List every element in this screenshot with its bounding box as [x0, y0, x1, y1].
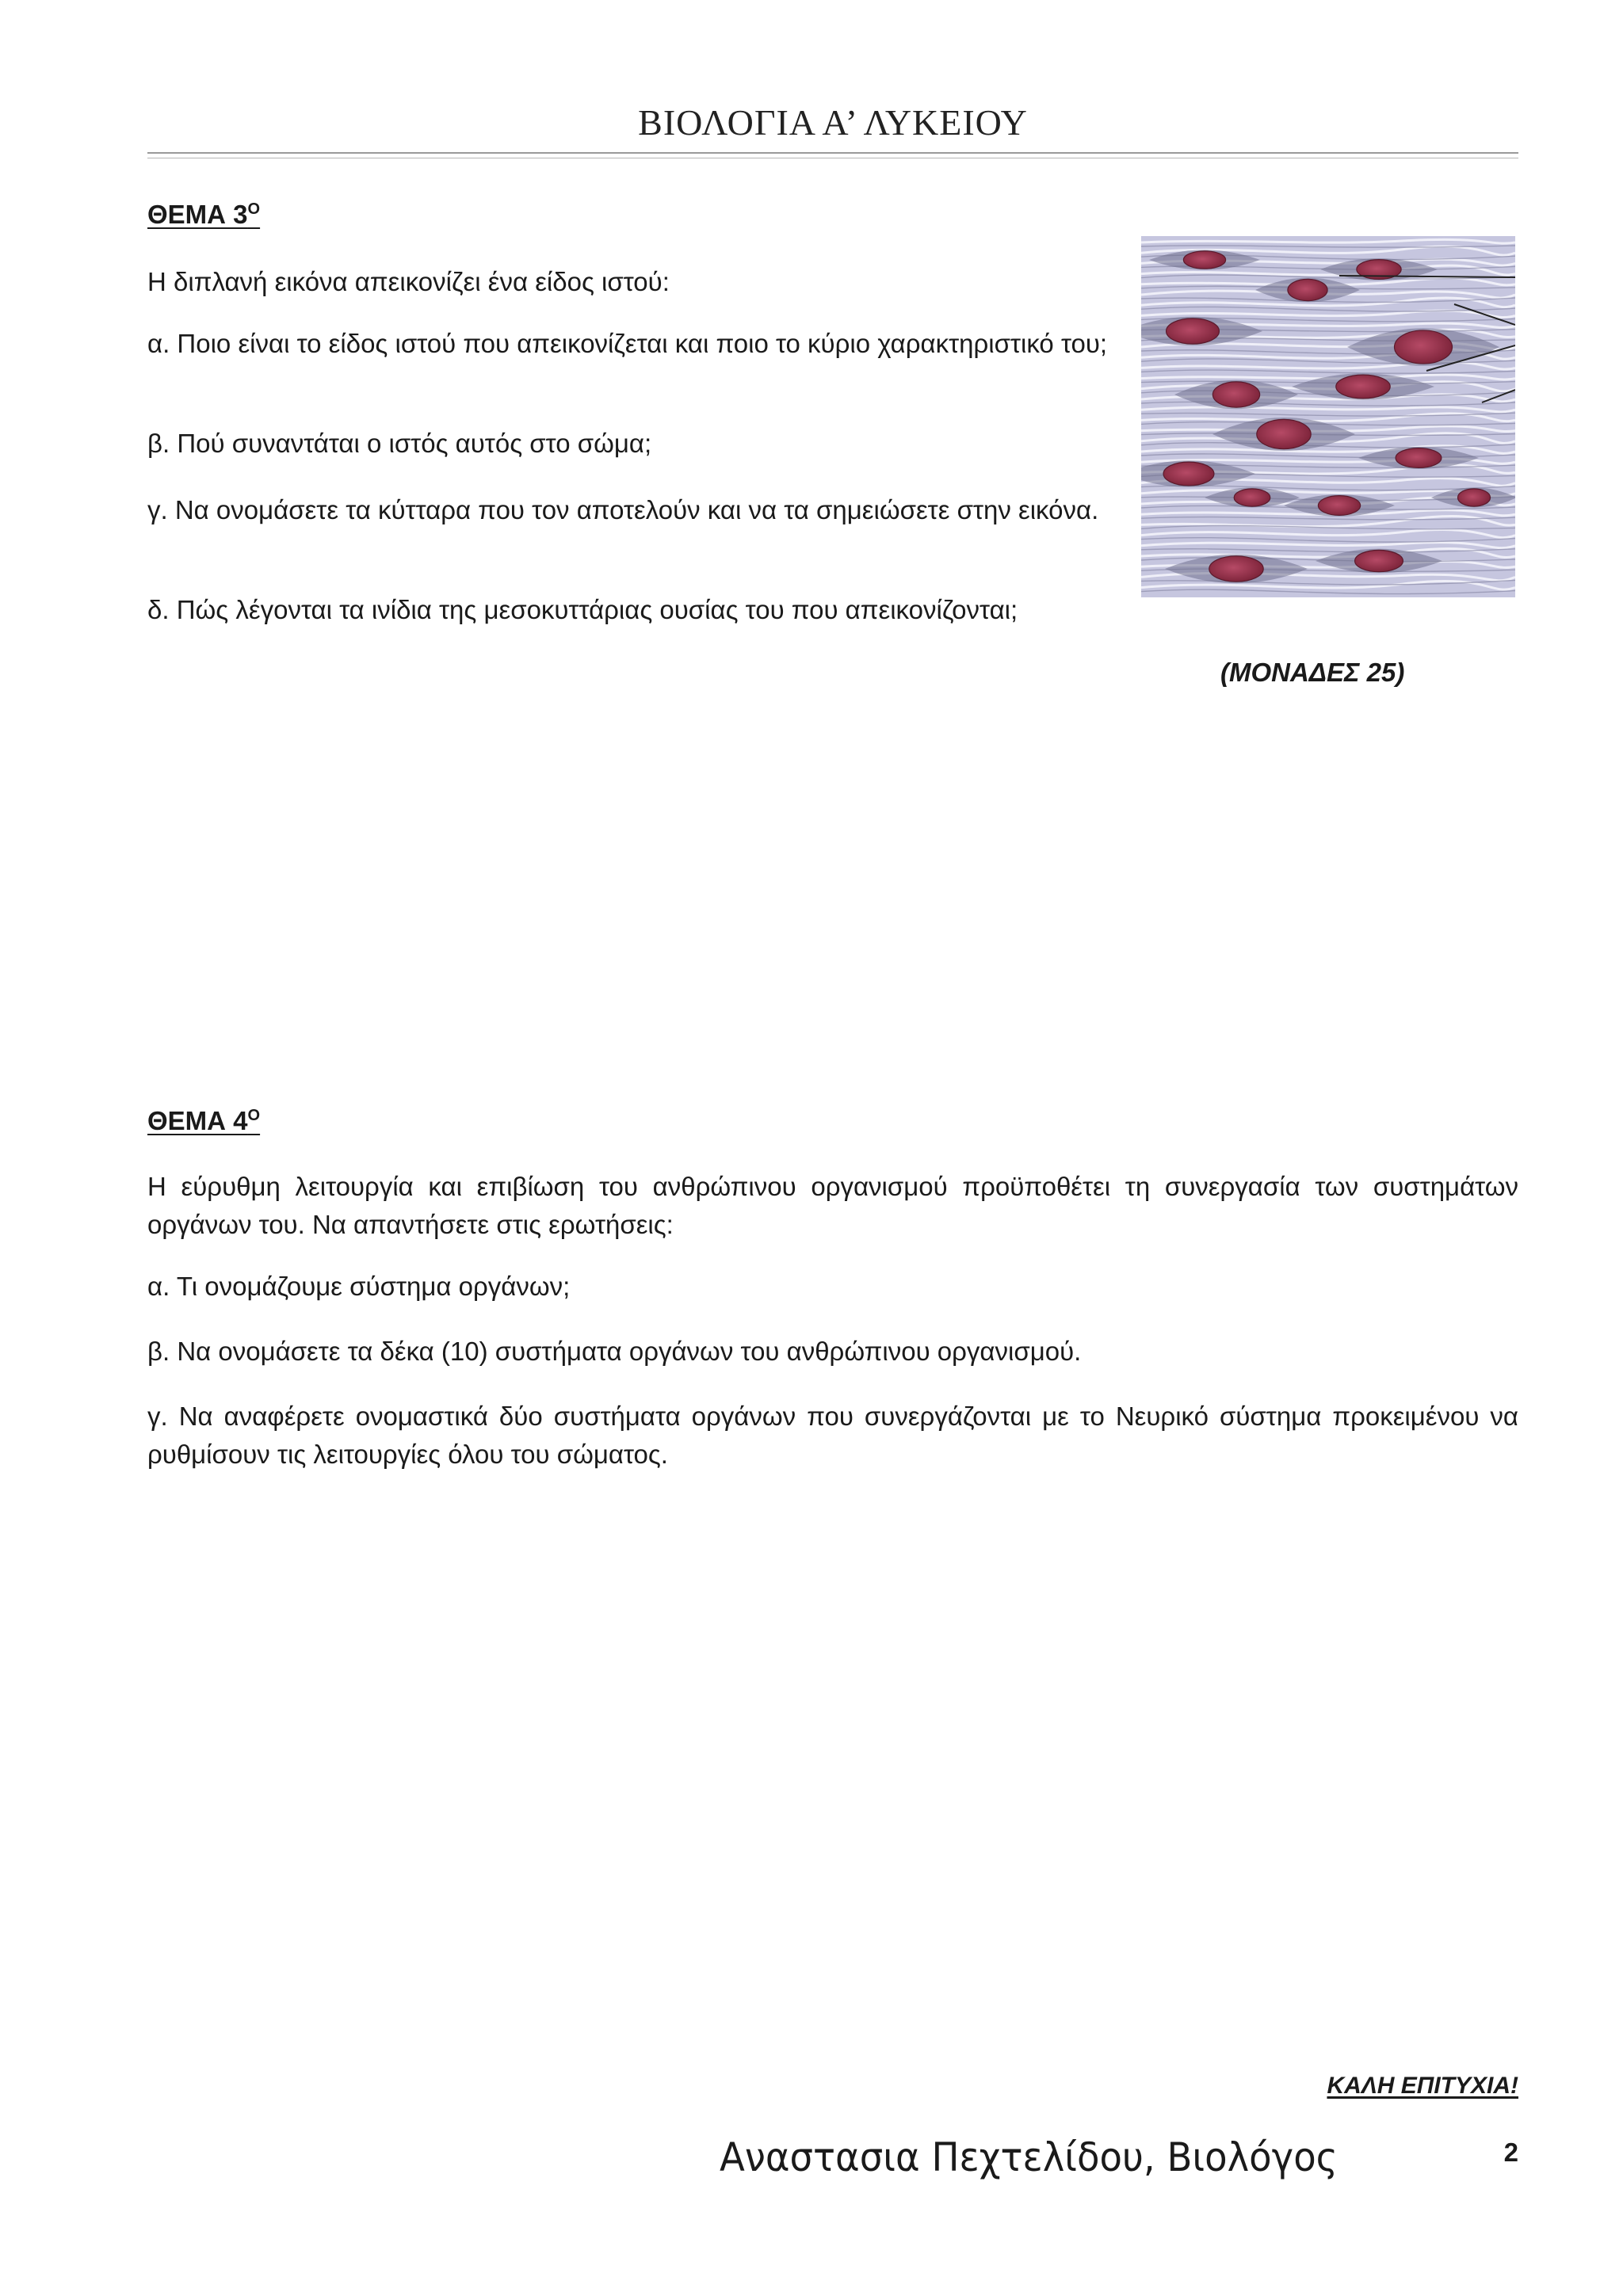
- section-4-title: [147, 1106, 260, 1136]
- section-3-intro: Η διπλανή εικόνα απεικονίζει ένα είδος ιστού:: [147, 267, 670, 296]
- cell-nucleus: [1336, 375, 1390, 399]
- section-4-question-a: α. Τι ονομάζουμε σύστημα οργάνων;: [147, 1272, 571, 1301]
- section-3-question-d: δ. Πώς λέγονται τα ινίδια της μεσοκυττάριας ουσίας του που απεικονίζονται;: [147, 595, 1018, 624]
- page-header-title: ΒΙΟΛΟΓΙΑ Α’ ΛΥΚΕΙΟΥ: [638, 102, 1028, 143]
- section-4-question-c: γ. Να αναφέρετε ονομαστικά δύο συστήματα οργάνων που συνεργάζονται με το Νευρικό σύστημα προκειμένου να ρυθμίσουν τις λειτουργίες όλου του σώματος.: [147, 1402, 1518, 1469]
- section-4-title-sup: Ο: [247, 1107, 261, 1124]
- cell-nucleus: [1395, 330, 1453, 364]
- header-divider: [147, 152, 1518, 154]
- cell-nucleus: [1355, 550, 1403, 571]
- cell-nucleus: [1318, 496, 1360, 516]
- section-4-title-text: ΘΕΜΑ 4: [147, 1106, 248, 1135]
- cell-nucleus: [1163, 462, 1214, 486]
- section-3-title: [147, 200, 260, 230]
- author-signature-text: Αναστασια Πεχτελίδου, Βιολόγος: [720, 2134, 1338, 2180]
- section-3-title-text: ΘΕΜΑ 3: [147, 200, 248, 229]
- closing-wish: ΚΑΛΗ ΕΠΙΤΥΧΙΑ!: [1327, 2073, 1518, 2099]
- cell-nucleus: [1234, 489, 1270, 506]
- page-number: 2: [1503, 2138, 1518, 2167]
- cell-nucleus: [1209, 556, 1263, 582]
- section-4-intro: Η εύρυθμη λειτουργία και επιβίωση του ανθρώπινου οργανισμού προϋποθέτει τη συνεργασία των συστημάτων οργάνων του. Να απαντήσετε στις ερωτήσεις:: [147, 1172, 1518, 1239]
- cell-nucleus: [1257, 419, 1311, 448]
- section-3-question-c: γ. Να ονομάσετε τα κύτταρα που τον αποτελούν και να τα σημειώσετε στην εικόνα.: [147, 495, 1099, 524]
- author-signature: [720, 2125, 1369, 2188]
- connective-tissue-illustration: [1141, 236, 1515, 597]
- cell-nucleus: [1457, 489, 1490, 506]
- section-3-title-sup: Ο: [247, 200, 261, 218]
- section-3-question-b: β. Πού συναντάται ο ιστός αυτός στο σώμα;: [147, 429, 652, 458]
- cell-nucleus: [1167, 318, 1220, 344]
- cell-nucleus: [1183, 251, 1225, 269]
- section-4-question-b: β. Να ονομάσετε τα δέκα (10) συστήματα οργάνων του ανθρώπινου οργανισμού.: [147, 1337, 1082, 1366]
- cell-nucleus: [1396, 448, 1442, 468]
- section-3-question-a: α. Ποιο είναι το είδος ιστού που απεικονίζεται και ποιο το κύριο χαρακτηριστικό του;: [147, 329, 1108, 358]
- cell-nucleus: [1288, 279, 1327, 300]
- cell-nucleus: [1212, 382, 1259, 407]
- section-3-points: (ΜΟΝΑΔΕΣ 25): [1220, 658, 1405, 687]
